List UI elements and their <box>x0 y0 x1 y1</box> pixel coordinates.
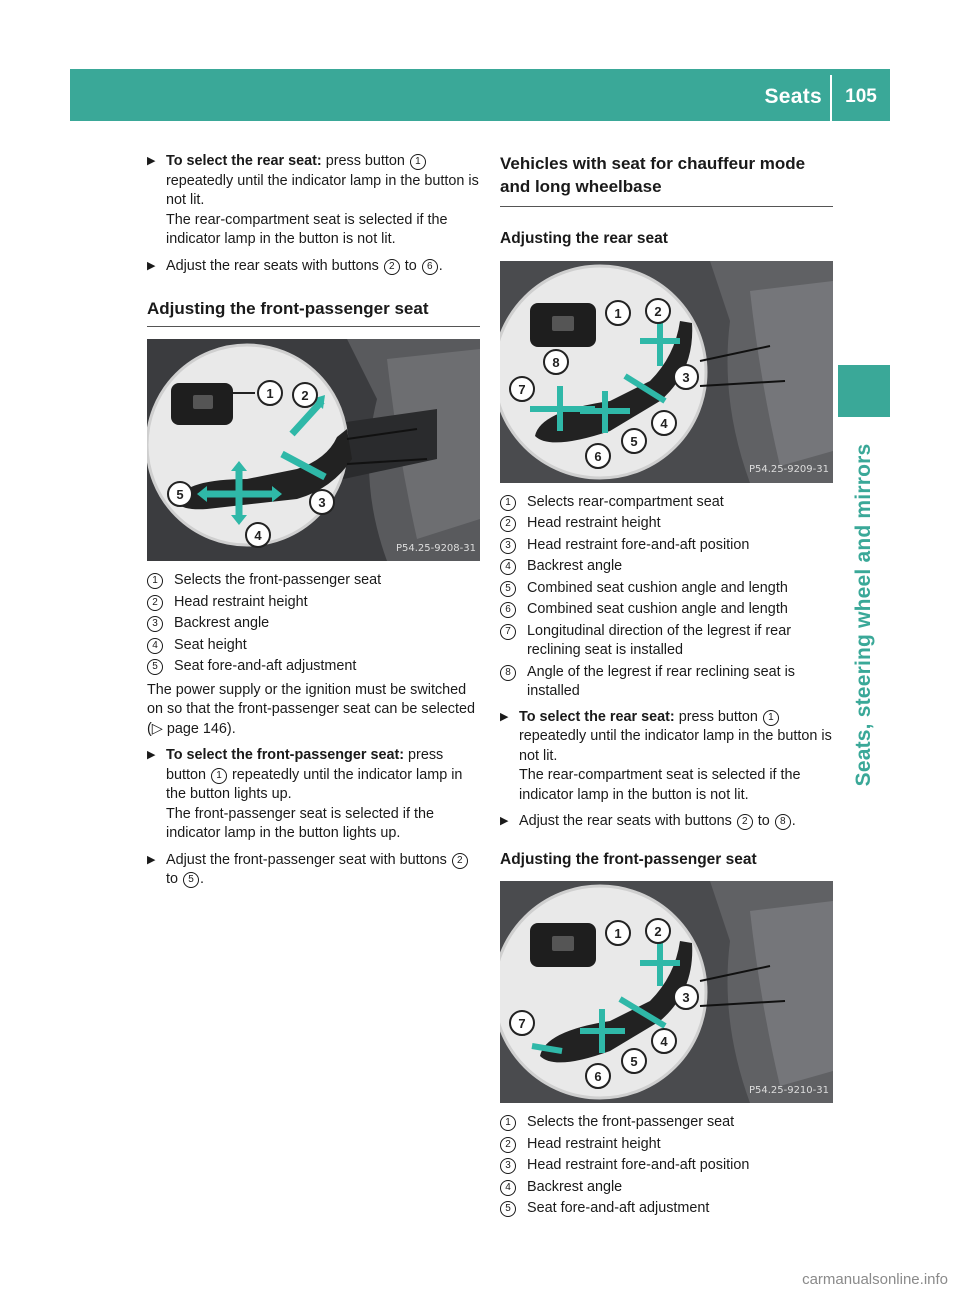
step-label: To select the rear seat: <box>166 153 322 169</box>
step-text: to <box>753 813 774 829</box>
legend-number: 2 <box>147 595 163 611</box>
legend-number: 4 <box>500 559 516 575</box>
svg-text:1: 1 <box>614 305 622 321</box>
svg-text:2: 2 <box>301 388 309 403</box>
svg-text:4: 4 <box>660 1034 668 1049</box>
legend-text: Angle of the legrest if rear reclining seat is installed <box>527 663 795 699</box>
legend-item <box>500 663 833 702</box>
step-label: To select the rear seat: <box>519 708 675 725</box>
chapter-title: Seats, steering wheel and mirrors <box>852 443 875 787</box>
button-number: 2 <box>452 853 468 869</box>
legend-number: 6 <box>500 602 516 618</box>
subsection-heading: Adjusting the front-passenger seat <box>500 850 757 868</box>
button-number: 6 <box>422 259 438 275</box>
svg-text:7: 7 <box>518 1016 526 1031</box>
button-number: 2 <box>384 259 400 275</box>
svg-text:4: 4 <box>254 528 262 543</box>
svg-text:7: 7 <box>518 381 526 397</box>
figure-legend <box>500 493 833 702</box>
step-text: repeatedly until the indicator lamp in the button lights up. <box>166 766 463 802</box>
button-number: 8 <box>775 814 791 830</box>
legend-item <box>500 493 833 513</box>
body-paragraph <box>147 681 480 740</box>
page-reference-link[interactable]: page 146 <box>166 720 227 737</box>
header-bar <box>70 69 890 121</box>
legend-number: 5 <box>500 1201 516 1217</box>
step-result: The front-passenger seat is selected if the indicator lamp in the button lights up. <box>166 805 434 841</box>
step-text: Adjust the rear seats with buttons <box>166 257 383 274</box>
legend-number: 1 <box>147 573 163 589</box>
step-result: The rear-compartment seat is selected if the indicator lamp in the button is not lit. <box>519 767 801 803</box>
svg-text:3: 3 <box>682 369 690 385</box>
legend-item <box>147 636 480 656</box>
button-number: 1 <box>763 710 779 726</box>
legend-text: Seat height <box>174 636 247 653</box>
legend-item <box>500 1199 833 1219</box>
subsection-heading: Adjusting the rear seat <box>500 230 668 247</box>
step-text: press button <box>321 153 409 169</box>
page-reference-icon: ▷ <box>151 720 163 737</box>
legend-text: Combined seat cushion angle and length <box>527 579 788 596</box>
svg-text:4: 4 <box>660 415 668 431</box>
step-arrow-icon: ▶ <box>147 155 156 167</box>
legend-item <box>500 1113 833 1133</box>
step-text: Adjust the front-passenger seat with buttons <box>166 851 451 868</box>
step-text: repeatedly until the indicator lamp in the button is not lit. <box>166 172 479 208</box>
legend-number: 3 <box>147 616 163 632</box>
legend-text: Selects rear-compartment seat <box>527 493 724 510</box>
figure-legend <box>500 1113 833 1219</box>
svg-text:6: 6 <box>594 448 602 464</box>
svg-text:8: 8 <box>552 354 560 370</box>
seat-controls-figure <box>147 339 480 561</box>
legend-number: 5 <box>147 659 163 675</box>
step-text: . <box>438 257 443 274</box>
section-title: Seats <box>764 85 822 108</box>
section-heading: Adjusting the front-passenger seat <box>147 298 480 327</box>
front-passenger-controls-illustration <box>500 881 833 1103</box>
step-result: The rear-compartment seat is selected if the indicator lamp in the button is not lit. <box>166 211 448 247</box>
instruction-step <box>500 812 833 832</box>
step-text: . <box>200 871 204 887</box>
legend-number: 7 <box>500 624 516 640</box>
legend-item <box>147 614 480 634</box>
legend-text: Combined seat cushion angle and length <box>527 601 788 617</box>
button-number: 1 <box>410 154 426 170</box>
rear-seat-controls-figure <box>500 261 833 483</box>
step-arrow-icon: ▶ <box>147 749 156 761</box>
legend-item <box>500 622 833 661</box>
paragraph-text: ). <box>226 720 236 737</box>
legend-text: Head restraint fore-and-aft position <box>527 536 750 553</box>
legend-number: 5 <box>500 581 516 597</box>
section-heading: Vehicles with seat for chauffeur mode and long wheelbase <box>500 152 833 207</box>
step-text: to <box>400 257 421 274</box>
legend-text: Seat fore-and-aft adjustment <box>527 1200 710 1216</box>
legend-text: Head restraint height <box>527 1135 661 1152</box>
legend-text: Selects the front-passenger seat <box>174 572 382 588</box>
figure-code: P54.25-9208-31 <box>395 542 476 554</box>
svg-text:2: 2 <box>654 924 662 939</box>
button-number: 5 <box>183 872 199 888</box>
svg-text:1: 1 <box>614 926 622 941</box>
instruction-step <box>147 851 480 890</box>
step-label: To select the front-passenger seat: <box>166 747 405 763</box>
button-number: 2 <box>737 814 753 830</box>
legend-text: Selects the front-passenger seat <box>527 1114 735 1130</box>
svg-text:3: 3 <box>682 990 690 1005</box>
legend-number: 4 <box>147 638 163 654</box>
instruction-step <box>147 152 480 250</box>
svg-text:1: 1 <box>266 386 274 401</box>
step-arrow-icon: ▶ <box>147 259 156 272</box>
legend-text: Backrest angle <box>527 1178 623 1195</box>
left-column <box>147 152 480 897</box>
legend-item <box>147 593 480 613</box>
instruction-step <box>147 257 480 277</box>
figure-code: P54.25-9210-31 <box>748 1084 829 1096</box>
legend-number: 1 <box>500 495 516 511</box>
right-column <box>500 152 833 1221</box>
legend-number: 3 <box>500 538 516 554</box>
legend-text: Seat fore-and-aft adjustment <box>174 658 357 674</box>
step-text: . <box>791 813 796 829</box>
svg-text:6: 6 <box>594 1069 602 1084</box>
page-number: 105 <box>845 86 877 107</box>
legend-item <box>147 571 480 591</box>
legend-text: Backrest angle <box>527 558 623 574</box>
step-text: repeatedly until the indicator lamp in the button is not lit. <box>519 728 832 764</box>
step-text: to <box>166 871 182 887</box>
legend-text: Longitudinal direction of the legrest if rear reclining seat is installed <box>527 622 791 658</box>
instruction-step <box>500 708 833 806</box>
legend-number: 8 <box>500 665 516 681</box>
paragraph-text: The power supply or the ignition must be switched on so that the front-passenger seat can be selected ( <box>147 681 475 737</box>
figure-code: P54.25-9209-31 <box>748 464 829 475</box>
instruction-step <box>147 746 480 844</box>
svg-text:5: 5 <box>630 433 638 449</box>
legend-item <box>500 600 833 620</box>
legend-number: 2 <box>500 516 516 532</box>
step-arrow-icon: ▶ <box>500 710 509 723</box>
step-text: Adjust the rear seats with buttons <box>519 813 736 829</box>
step-arrow-icon: ▶ <box>500 815 509 827</box>
legend-item <box>500 1156 833 1176</box>
legend-number: 1 <box>500 1115 516 1131</box>
svg-text:5: 5 <box>630 1054 638 1069</box>
rear-seat-controls-illustration <box>500 261 833 483</box>
step-text: press button <box>166 747 444 783</box>
step-text: press button <box>674 708 762 725</box>
legend-text: Head restraint height <box>527 515 661 531</box>
legend-text: Head restraint height <box>174 593 308 610</box>
button-number: 1 <box>211 768 227 784</box>
figure-legend <box>147 571 480 677</box>
seat-controls-illustration <box>147 339 480 561</box>
svg-text:2: 2 <box>654 303 662 319</box>
legend-text: Backrest angle <box>174 615 270 631</box>
legend-item <box>500 536 833 556</box>
step-arrow-icon: ▶ <box>147 853 156 866</box>
legend-text: Head restraint fore-and-aft position <box>527 1157 750 1173</box>
legend-item <box>147 657 480 677</box>
watermark: carmanualsonline.info <box>802 1271 948 1288</box>
legend-item <box>500 514 833 534</box>
legend-number: 4 <box>500 1180 516 1196</box>
legend-number: 3 <box>500 1158 516 1174</box>
front-passenger-controls-figure <box>500 881 833 1103</box>
chapter-tab <box>838 365 890 417</box>
legend-item <box>500 1135 833 1155</box>
legend-item <box>500 557 833 577</box>
svg-text:5: 5 <box>176 487 184 502</box>
legend-item <box>500 579 833 599</box>
legend-number: 2 <box>500 1137 516 1153</box>
legend-item <box>500 1178 833 1198</box>
svg-text:3: 3 <box>318 495 326 510</box>
